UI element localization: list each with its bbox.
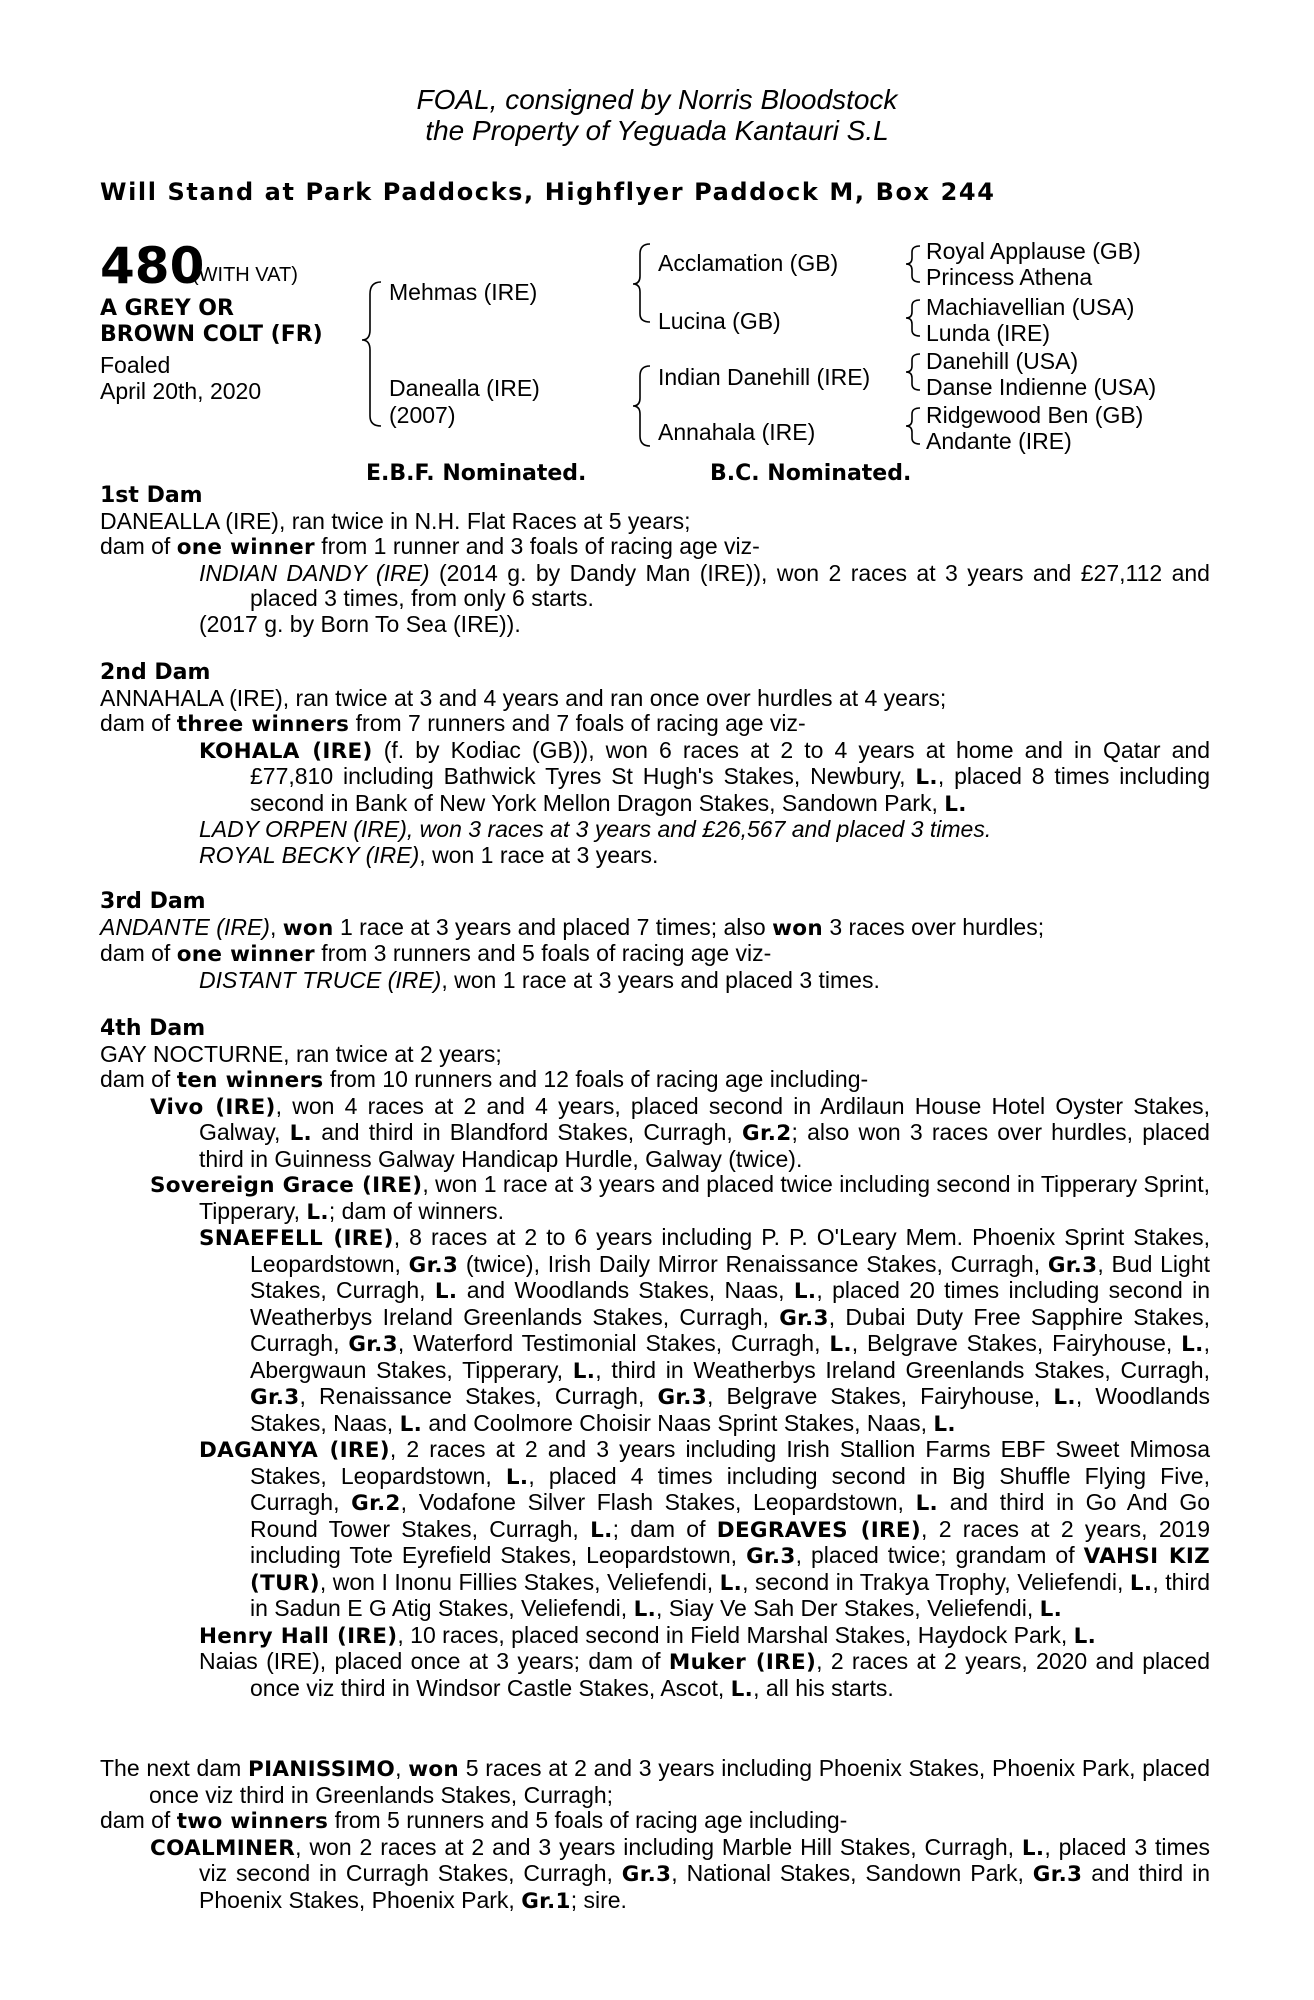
lot-number: 480 bbox=[100, 237, 205, 295]
pedigree-ddd: Andante (IRE) bbox=[926, 428, 1072, 454]
dam-produce-line: dam of one winner from 3 runners and 5 foals of racing age viz- bbox=[100, 940, 772, 967]
bracket-dd bbox=[906, 408, 920, 444]
produce-entry: (2017 g. by Born To Sea (IRE)). bbox=[199, 610, 521, 637]
section-title: 4th Dam bbox=[100, 1016, 206, 1041]
pedigree-sds: Machiavellian (USA) bbox=[926, 294, 1135, 320]
pedigree-dds: Ridgewood Ben (GB) bbox=[926, 402, 1144, 428]
bracket-sire bbox=[633, 244, 650, 322]
foaled-label: Foaled bbox=[100, 352, 171, 378]
stand-location: Will Stand at Park Paddocks, Highflyer Paddock M, Box 244 bbox=[100, 178, 996, 206]
pedigree-dam: Danealla (IRE) bbox=[389, 375, 540, 401]
pedigree-dsd: Danse Indienne (USA) bbox=[926, 374, 1157, 400]
pedigree-dam-dam: Annahala (IRE) bbox=[658, 419, 816, 445]
produce-entry: COALMINER, won 2 races at 2 and 3 years including Marble Hill Stakes, Curragh, L., placed 3 times viz second in Curragh Stakes, Curragh, Gr.3, National Stakes, Sandown Park, Gr.3 and third in Phoenix Stakes, Phoenix Park, Gr.1; sire. bbox=[150, 1833, 1210, 1914]
section-title: 3rd Dam bbox=[100, 889, 206, 914]
dam-produce-line: dam of two winners from 5 runners and 5 foals of racing age including- bbox=[100, 1807, 848, 1834]
third-dam-section bbox=[100, 889, 1210, 993]
bracket-dam bbox=[633, 366, 650, 446]
bracket-ds bbox=[906, 354, 920, 390]
produce-entry: Vivo (IRE), won 4 races at 2 and 4 years, placed second in Ardilaun House Hotel Oyster Stakes, Galway, L. and third in Blandford Stakes, Curragh, Gr.2; also won 3 races over hurdles, placed third in Guinness Galway Handicap Hurdle, Galway (twice). bbox=[150, 1092, 1211, 1172]
dam-line: DANEALLA (IRE), ran twice in N.H. Flat Races at 5 years; bbox=[100, 507, 691, 534]
section-title: 1st Dam bbox=[100, 483, 203, 508]
consignor-line: FOAL, consigned by Norris Bloodstock bbox=[416, 84, 898, 115]
produce-entry: Sovereign Grace (IRE), won 1 race at 3 years and placed twice including second in Tipperary Sprint, Tipperary, L.; dam of winners. bbox=[150, 1171, 1210, 1225]
description-line-1: A GREY OR bbox=[100, 296, 234, 321]
pedigree-dss: Danehill (USA) bbox=[926, 348, 1079, 374]
bracket-main bbox=[362, 282, 381, 426]
next-dam-section bbox=[100, 1756, 1210, 1914]
description-line-2: BROWN COLT (FR) bbox=[100, 322, 323, 347]
grand-produce-entry: SNAEFELL (IRE), 8 races at 2 to 6 years including P. P. O'Leary Mem. Phoenix Sprint Stakes, Leopardstown, Gr.3 (twice), Irish Daily Mirror Renaissance Stakes, Curragh, Gr.3, Bud Light Stakes, Curragh, L. and Woodlands Stakes, Naas, L., placed 20 times including second in Weatherbys Ireland Greenlands Stakes, Curragh, Gr.3, Dubai Duty Free Sapphire Stakes, Curragh, Gr.3, Waterford Testimonial Stakes, Curragh, L., Belgrave Stakes, Fairyhouse, L., Abergwaun Stakes, Tipperary, L., third in Weatherbys Ireland Greenlands Stakes, Curragh, Gr.3, Renaissance Stakes, Curragh, Gr.3, Belgrave Stakes, Fairyhouse, L., Woodlands Stakes, Naas, L. and Coolmore Choisir Naas Sprint Stakes, Naas, L. bbox=[199, 1224, 1211, 1437]
produce-entry: DISTANT TRUCE (IRE), won 1 race at 3 years and placed 3 times. bbox=[199, 966, 880, 993]
fourth-dam-section bbox=[100, 1016, 1210, 1702]
vat-label: (WITH VAT) bbox=[192, 264, 298, 286]
property-line: the Property of Yeguada Kantauri S.L bbox=[425, 115, 889, 146]
dam-line: ANNAHALA (IRE), ran twice at 3 and 4 years and ran once over hurdles at 4 years; bbox=[100, 684, 947, 711]
second-dam-section bbox=[100, 660, 1210, 868]
produce-entry: INDIAN DANDY (IRE) (2014 g. by Dandy Man (IRE)), won 2 races at 3 years and £27,112 and placed 3 times, from only 6 starts. bbox=[199, 559, 1210, 611]
pedigree-sire-dam: Lucina (GB) bbox=[658, 308, 781, 334]
grand-produce-entry: Henry Hall (IRE), 10 races, placed second in Field Marshal Stakes, Haydock Park, L. bbox=[199, 1621, 1097, 1649]
bc-nominated: B.C. Nominated. bbox=[710, 461, 912, 486]
produce-entry: ROYAL BECKY (IRE), won 1 race at 3 years. bbox=[199, 841, 659, 868]
foaled-date: April 20th, 2020 bbox=[100, 378, 262, 404]
produce-entry: LADY ORPEN (IRE), won 3 races at 3 years and £26,567 and placed 3 times. bbox=[199, 816, 992, 842]
dam-line: ANDANTE (IRE), won 1 race at 3 years and placed 7 times; also won 3 races over hurdles; bbox=[100, 913, 1045, 941]
ebf-nominated: E.B.F. Nominated. bbox=[366, 461, 587, 486]
grand-produce-entry: DAGANYA (IRE), 2 races at 2 and 3 years including Irish Stallion Farms EBF Sweet Mimosa Stakes, Leopardstown, L., placed 4 times including second in Big Shuffle Flying Five, Curragh, Gr.2, Vodafone Silver Flash Stakes, Leopardstown, L. and third in Go And Go Round Tower Stakes, Curragh, L.; dam of DEGRAVES (IRE), 2 races at 2 years, 2019 including Tote Eyrefield Stakes, Leopardstown, Gr.3, placed twice; grandam of VAHSI KIZ (TUR), won I Inonu Fillies Stakes, Veliefendi, L., second in Trakya Trophy, Veliefendi, L., third in Sadun E G Atig Stakes, Veliefendi, L., Siay Ve Sah Der Stakes, Veliefendi, L. bbox=[199, 1436, 1211, 1622]
dam-produce-line: dam of one winner from 1 runner and 3 foals of racing age viz- bbox=[100, 533, 760, 560]
pedigree-dam-year: (2007) bbox=[389, 402, 456, 428]
pedigree-sire-sire: Acclamation (GB) bbox=[658, 250, 839, 276]
pedigree-sire: Mehmas (IRE) bbox=[389, 279, 538, 305]
first-dam-section bbox=[100, 483, 1210, 637]
grand-produce-entry: Naias (IRE), placed once at 3 years; dam of Muker (IRE), 2 races at 2 years, 2020 and placed once viz third in Windsor Castle Stakes, Ascot, L., all his starts. bbox=[199, 1648, 1210, 1702]
pedigree-ssd: Princess Athena bbox=[926, 264, 1093, 290]
dam-produce-line: dam of ten winners from 10 runners and 12 foals of racing age including- bbox=[100, 1066, 869, 1093]
dam-line: The next dam PIANISSIMO, won 5 races at 2 and 3 years including Phoenix Stakes, Phoenix Park, placed once viz third in Greenlands Stakes, Curragh; bbox=[100, 1755, 1210, 1808]
section-title: 2nd Dam bbox=[100, 660, 211, 685]
dam-line: GAY NOCTURNE, ran twice at 2 years; bbox=[100, 1040, 502, 1067]
pedigree-sss: Royal Applause (GB) bbox=[926, 238, 1141, 264]
produce-entry: KOHALA (IRE) (f. by Kodiac (GB)), won 6 races at 2 to 4 years at home and in Qatar and £77,810 including Bathwick Tyres St Hugh's Stakes, Newbury, L., placed 8 times including second in Bank of New York Mellon Dragon Stakes, Sandown Park, L. bbox=[199, 736, 1210, 817]
bracket-ss bbox=[906, 246, 920, 282]
pedigree-dam-sire: Indian Danehill (IRE) bbox=[658, 364, 871, 390]
bracket-sd bbox=[906, 300, 920, 336]
pedigree-sdd: Lunda (IRE) bbox=[926, 320, 1051, 346]
dam-produce-line: dam of three winners from 7 runners and 7 foals of racing age viz- bbox=[100, 710, 806, 737]
